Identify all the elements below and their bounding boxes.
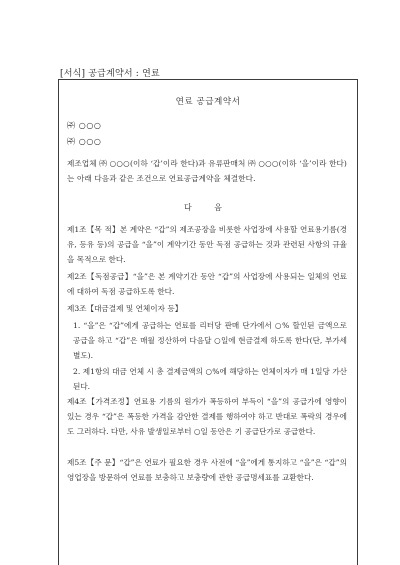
notice-heading: 다 음 bbox=[184, 203, 232, 212]
contract-document bbox=[58, 79, 358, 565]
article-3-item-1: 1. “을”은 “갑”에게 공급하는 연료를 리터당 판매 단가에서 ○% 할인된 금액으로 공급을 하고 “갑”은 매월 정산하여 다음달 ○일에 현금결제 하도록 한다(단, 부가세별도). bbox=[73, 321, 347, 360]
document-title: 연료 공급계약서 bbox=[175, 97, 241, 107]
intro-paragraph: 제조업체 ㈜ ○○○(이하 ‘갑’이라 한다)과 유류판매처 ㈜ ○○○(이하 ‘을’이라 한다)는 아래 다음과 같은 조건으로 연료공급계약을 체결한다. bbox=[67, 159, 347, 183]
article-2: 제2조【독점공급】“을”은 본 계약기간 동안 “갑”의 사업장에 사용되는 일체의 연료에 대하여 독점 공급하도록 한다. bbox=[67, 272, 347, 296]
form-label: [서식] 공급계약서 : 연료 bbox=[60, 69, 160, 79]
article-3-item-2: 2. 제1항의 대금 연체 시 총 결제금액의 ○%에 해당하는 연체이자가 매 1일당 가산된다. bbox=[73, 367, 347, 391]
article-1: 제1조【목 적】본 계약은 “갑”의 제조공장을 비롯한 사업장에 사용할 연료용기름(경유, 등유 등)의 공급을 “을”이 계약기간 동안 독점 공급하는 것과 관련된 사항의 규율을 목적으로 한다. bbox=[67, 225, 347, 264]
party-b: ㈜ ○○○ bbox=[67, 137, 102, 146]
article-5: 제5조【주 문】“갑”은 연료가 필요한 경우 사전에 “을”에게 통지하고 “을”은 “갑”의 영업장을 방문하여 연료를 보충하고 보충량에 관한 공급명세표를 교환한다. bbox=[67, 458, 347, 482]
article-3-heading: 제3조【대금결제 및 연체이자 등】 bbox=[67, 304, 183, 313]
party-a: ㈜ ○○○ bbox=[67, 121, 102, 130]
article-4: 제4조【가격조정】연료용 기름의 원가가 폭등하여 부득이 “을”의 공급가에 영향이 있는 경우 “갑”은 폭등한 가격을 감안한 결제를 행하여야 하고 반대로 폭락의 경우에도 그러하다. 다만, 사유 발생일로부터 ○일 동안은 기 공급단가로 공급한다. bbox=[67, 397, 347, 436]
